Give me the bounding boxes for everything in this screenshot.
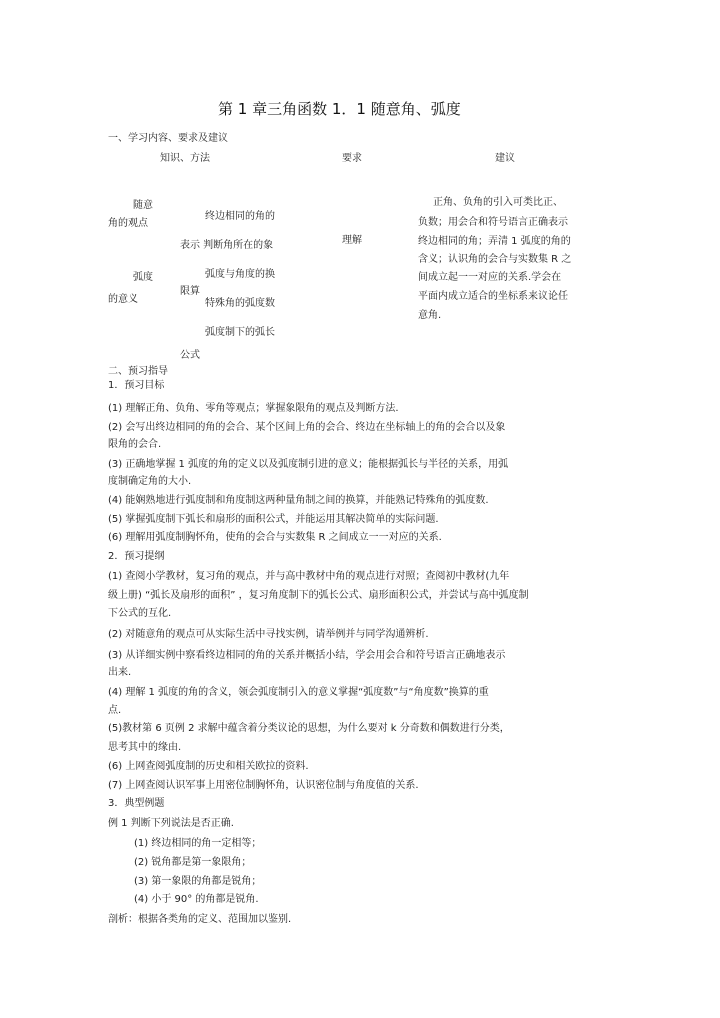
goal-line: (6) 理解用弧度制胸怀角，使角的会合与实数集 R 之间成立一一对应的关系. — [108, 532, 442, 543]
part-3-title: 3．典型例题 — [108, 798, 165, 809]
outline-line: (6) 上网查阅弧度制的历史和相关欧拉的资料. — [108, 761, 309, 772]
goal-line: (4) 能娴熟地进行弧度制和角度制这两种量角制之间的换算，并能熟记特殊角的弧度数. — [108, 495, 489, 506]
suggestion-line: 负数；用会合和符号语言正确表示 — [418, 217, 568, 228]
method-line: 终边相同的角的 — [205, 211, 275, 222]
topic-radian-line2: 的意义 — [108, 294, 138, 305]
goal-line: (1) 理解正角、负角、零角等观点；掌握象限角的观点及判断方法. — [108, 403, 399, 414]
method-line: 公式 — [180, 350, 200, 361]
example-item: (1) 终边相同的角一定相等； — [134, 838, 262, 849]
example-item: (3) 第一象限的角都是锐角； — [134, 876, 262, 887]
outline-line: (5)教材第 6 页例 2 求解中蕴含着分类议论的思想，为什么要对 k 分奇数和偶数进行分类， — [108, 723, 510, 734]
goal-line: (2) 会写出终边相同的角的会合、某个区间上角的会合、终边在坐标轴上的角的会合以及象 — [108, 422, 506, 433]
outline-line: (2) 对随意角的观点可从实际生活中寻找实例，请举例并与同学沟通辨析. — [108, 629, 429, 640]
goal-line: (5) 掌握弧度制下弧长和扇形的面积公式，并能运用其解决简单的实际问题. — [108, 514, 439, 525]
goal-line: 度制确定角的大小. — [108, 476, 192, 487]
example-item: (2) 锐角都是第一象限角； — [134, 857, 252, 868]
method-line: 弧度制下的弧长 — [205, 327, 275, 338]
section-1-heading: 一、学习内容、要求及建议 — [108, 133, 228, 144]
outline-line: 点. — [108, 705, 122, 716]
method-line: 弧度与角度的换 — [205, 269, 275, 280]
example-1-title: 例 1 判断下列说法是否正确. — [108, 818, 234, 829]
table-header-suggestion: 建议 — [495, 153, 515, 164]
suggestion-line: 间成立起一一对应的关系.学会在 — [418, 272, 562, 283]
section-2-heading: 二、预习指导 — [108, 366, 168, 377]
topic-arbitrary-angle-line1: 随意 — [133, 200, 153, 211]
goal-line: 限角的会合. — [108, 439, 162, 450]
suggestion-line: 正角、负角的引入可类比正、 — [433, 197, 563, 208]
outline-line: (3) 从详细实例中察看终边相同的角的关系并概括小结，学会用会合和符号语言正确地表示 — [108, 650, 506, 661]
outline-line: 下公式的互化. — [108, 608, 172, 619]
table-header-requirement: 要求 — [342, 153, 362, 164]
outline-line: (7) 上网查阅认识军事上用密位制胸怀角，认识密位制与角度值的关系. — [108, 780, 419, 791]
outline-line: (4) 理解 1 弧度的角的含义，领会弧度制引入的意义掌握“弧度数”与“角度数”换算的重 — [108, 687, 489, 698]
topic-radian-line1: 弧度 — [133, 272, 153, 283]
outline-line: 思考其中的缘由. — [108, 742, 182, 753]
goal-line: (3) 正确地掌握 1 弧度的角的定义以及弧度制引进的意义；能根据弧长与半径的关系，用弧 — [108, 459, 509, 470]
analysis-text: 剖析：根据各类角的定义、范围加以鉴别. — [108, 914, 292, 925]
page-title: 第 1 章三角函数 1．1 随意角、弧度 — [218, 100, 461, 118]
method-line: 限算 — [180, 286, 200, 297]
suggestion-line: 意角. — [418, 310, 442, 321]
outline-line: 级上册) “弧长及扇形的面积” ，复习角度制下的弧长公式、扇形面积公式，并尝试与高中弧度制 — [108, 590, 529, 601]
outline-line: 出来. — [108, 667, 132, 678]
method-line: 特殊角的弧度数 — [205, 298, 275, 309]
suggestion-line: 平面内成立适合的坐标系来议论任 — [418, 291, 568, 302]
topic-arbitrary-angle-line2: 角的观点 — [108, 218, 148, 229]
example-item: (4) 小于 90° 的角都是锐角. — [134, 894, 259, 905]
outline-line: (1) 查阅小学教材，复习角的观点，并与高中教材中角的观点进行对照；查阅初中教材(九年 — [108, 571, 510, 582]
suggestion-line: 终边相同的角；弄清 1 弧度的角的 — [418, 236, 571, 247]
table-header-knowledge: 知识、方法 — [160, 153, 210, 164]
requirement-value: 理解 — [342, 235, 362, 246]
suggestion-line: 含义；认识角的会合与实数集 R 之 — [418, 254, 572, 265]
method-line: 表示 判断角所在的象 — [180, 240, 274, 251]
part-2-title: 2．预习提纲 — [108, 551, 165, 562]
part-1-title: 1．预习目标 — [108, 380, 165, 391]
